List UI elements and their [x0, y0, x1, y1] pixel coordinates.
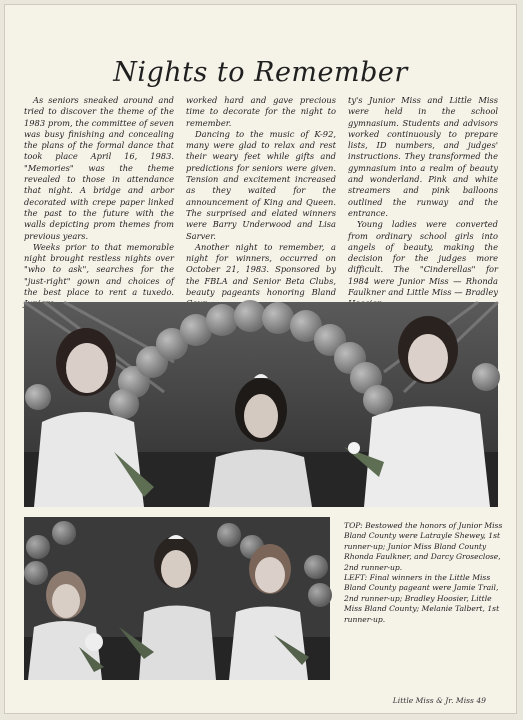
article-body [24, 95, 498, 300]
paragraph: As seniors sneaked around and tried to discover the theme of the 1983 prom, the committee of seven was busy finishing and concealing the plans of the formal dance that took place April 16, 1983. "Memories" was the theme revealed to those in attendance that night. A bridge and arbor decorated with crepe paper linked the past to the future with the walls depicting prom themes from previous years. [24, 95, 174, 241]
paragraph: Another night to remember, a night for winners, occurred on October 21, 1983. Sponsored by the FBLA and Senior Beta Clubs, beauty pageants honoring Bland [186, 241, 336, 298]
photo-caption: TOP: Bestowed the honors of Junior Miss Bland County were Latrayle Shewey, 1st runner-up; Junior Miss Bland County Rhonda Faulkner, and Darcy Groseclose, 2nd runner-up. LEFT: Final winners in the Little Miss Bland County pageant were Jamie Trail, 2nd runner-up; Bradley Hoosier, Little Miss Bland County; Melanie Talbert, 1st runner-up. [344, 521, 503, 624]
page-footer: Little Miss & Jr. Miss 49 [392, 696, 486, 705]
paragraph: Dancing to the music of K-92, many were glad to relax and rest their weary feet while gifts and predictions for seniors were given. Tension and excitement increased as they waited for the announcement of King and Queen. The surprised and elated winners were Barry Underwood and Lisa Sarver. [186, 128, 336, 241]
photo-illustration [24, 302, 498, 507]
paragraph: ty's Junior Miss and Little Miss were held in the school gymnasium. Students and advisors worked continuously to prepare lists, ID numbers, and judges' instructions. They transformed the gymnasium into a realm of beauty and wonderland. Pink and white streamers and pink balloons outlined the runway and the entrance. [348, 95, 498, 218]
page-title: Nights to Remember [113, 57, 408, 88]
paragraph: Young ladies were converted from ordinary school girls into angels of beauty, making the decision for the judges more difficult. The "Cinderellas" for 1984 were Junior Miss — Rhonda Faulkner and Little Miss — Bradley [348, 219, 498, 298]
paragraph: worked hard and gave precious time to decorate for the night to remember. [186, 95, 336, 128]
photo-illustration [24, 517, 330, 680]
junior-miss-winners-photo [24, 302, 498, 507]
article-column-3 [348, 95, 498, 300]
yearbook-page [4, 4, 517, 714]
little-miss-winners-photo [24, 517, 330, 680]
paragraph: Weeks prior to that memorable night brought restless nights over "who to ask", searches for the "just-right" gown and choices of the best place to rent a tuxedo. [24, 241, 174, 298]
article-column-1 [24, 95, 174, 300]
article-column-2 [186, 95, 336, 300]
